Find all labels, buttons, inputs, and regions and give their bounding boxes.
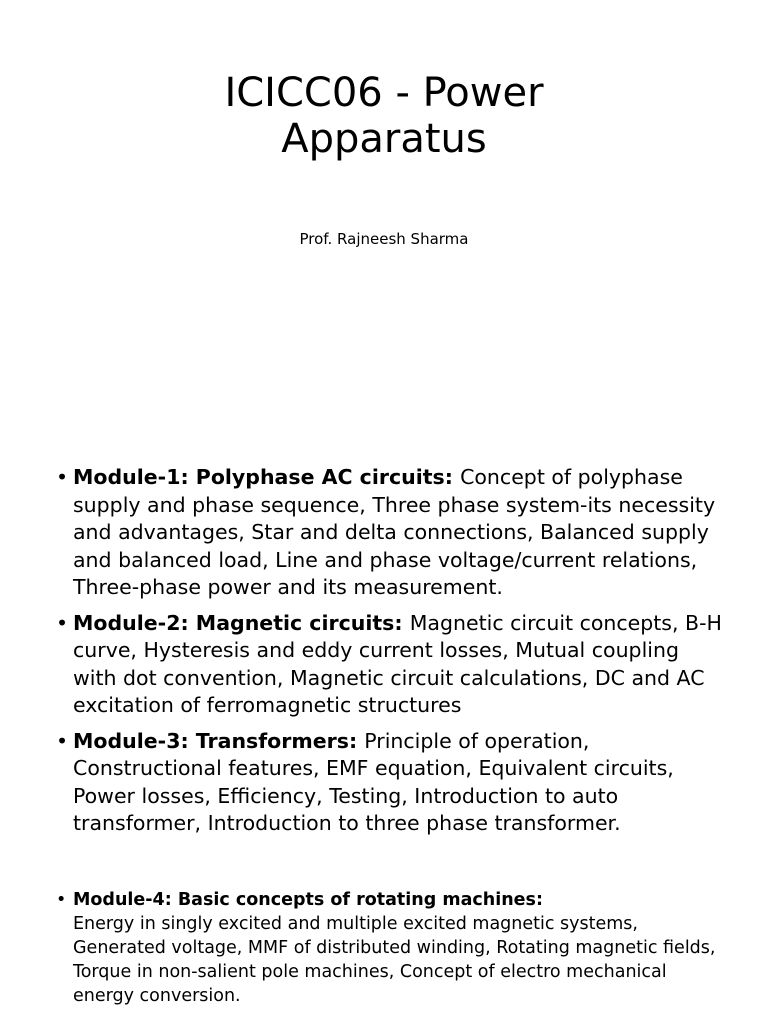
- module-list: [56, 464, 724, 1016]
- module-description: Principle of operation, Constructional features, EMF equation, Equivalent circuits, Power losses, Efficiency, Testing, Introduction to auto transformer, Introduction to three phase transformer.: [73, 728, 674, 835]
- bullet-icon: •: [56, 465, 69, 489]
- title-line-2: Apparatus: [281, 116, 487, 162]
- module-heading: Module-3: Transformers:: [73, 728, 365, 753]
- module-3-item: [56, 728, 724, 838]
- bullet-icon: •: [56, 728, 69, 753]
- module-description: Concept of polyphase supply and phase sequence, Three phase system-its necessity and advantages, Star and delta connections, Balanced supply and balanced load, Line and phase voltage/current relations, Three-phase power and its measurement.: [73, 465, 716, 599]
- title-line-1: ICICC06 - Power: [224, 70, 544, 116]
- module-2-item: [56, 610, 724, 720]
- module-1-item: [56, 464, 724, 602]
- module-heading: Module-1: Polyphase AC circuits:: [73, 465, 461, 489]
- module-4-item: [56, 888, 724, 1008]
- author-subtitle: Prof. Rajneesh Sharma: [299, 230, 469, 248]
- slide-title: [0, 70, 768, 162]
- module-heading: Module-4: Basic concepts of rotating machines:: [73, 889, 543, 910]
- module-description: Magnetic circuit concepts, B-H curve, Hysteresis and eddy current losses, Mutual coupling with dot convention, Magnetic circuit calculations, DC and AC excitation of ferromagnetic structures: [73, 610, 722, 717]
- module-description: Energy in singly excited and multiple excited magnetic systems, Generated voltage, MMF of distributed winding, Rotating magnetic fields, Torque in non-salient pole machines, Concept of electro mechanical energy conversion.: [73, 913, 716, 1006]
- bullet-icon: •: [56, 610, 69, 635]
- bullet-icon: •: [56, 889, 67, 910]
- module-heading: Module-2: Magnetic circuits:: [73, 610, 410, 635]
